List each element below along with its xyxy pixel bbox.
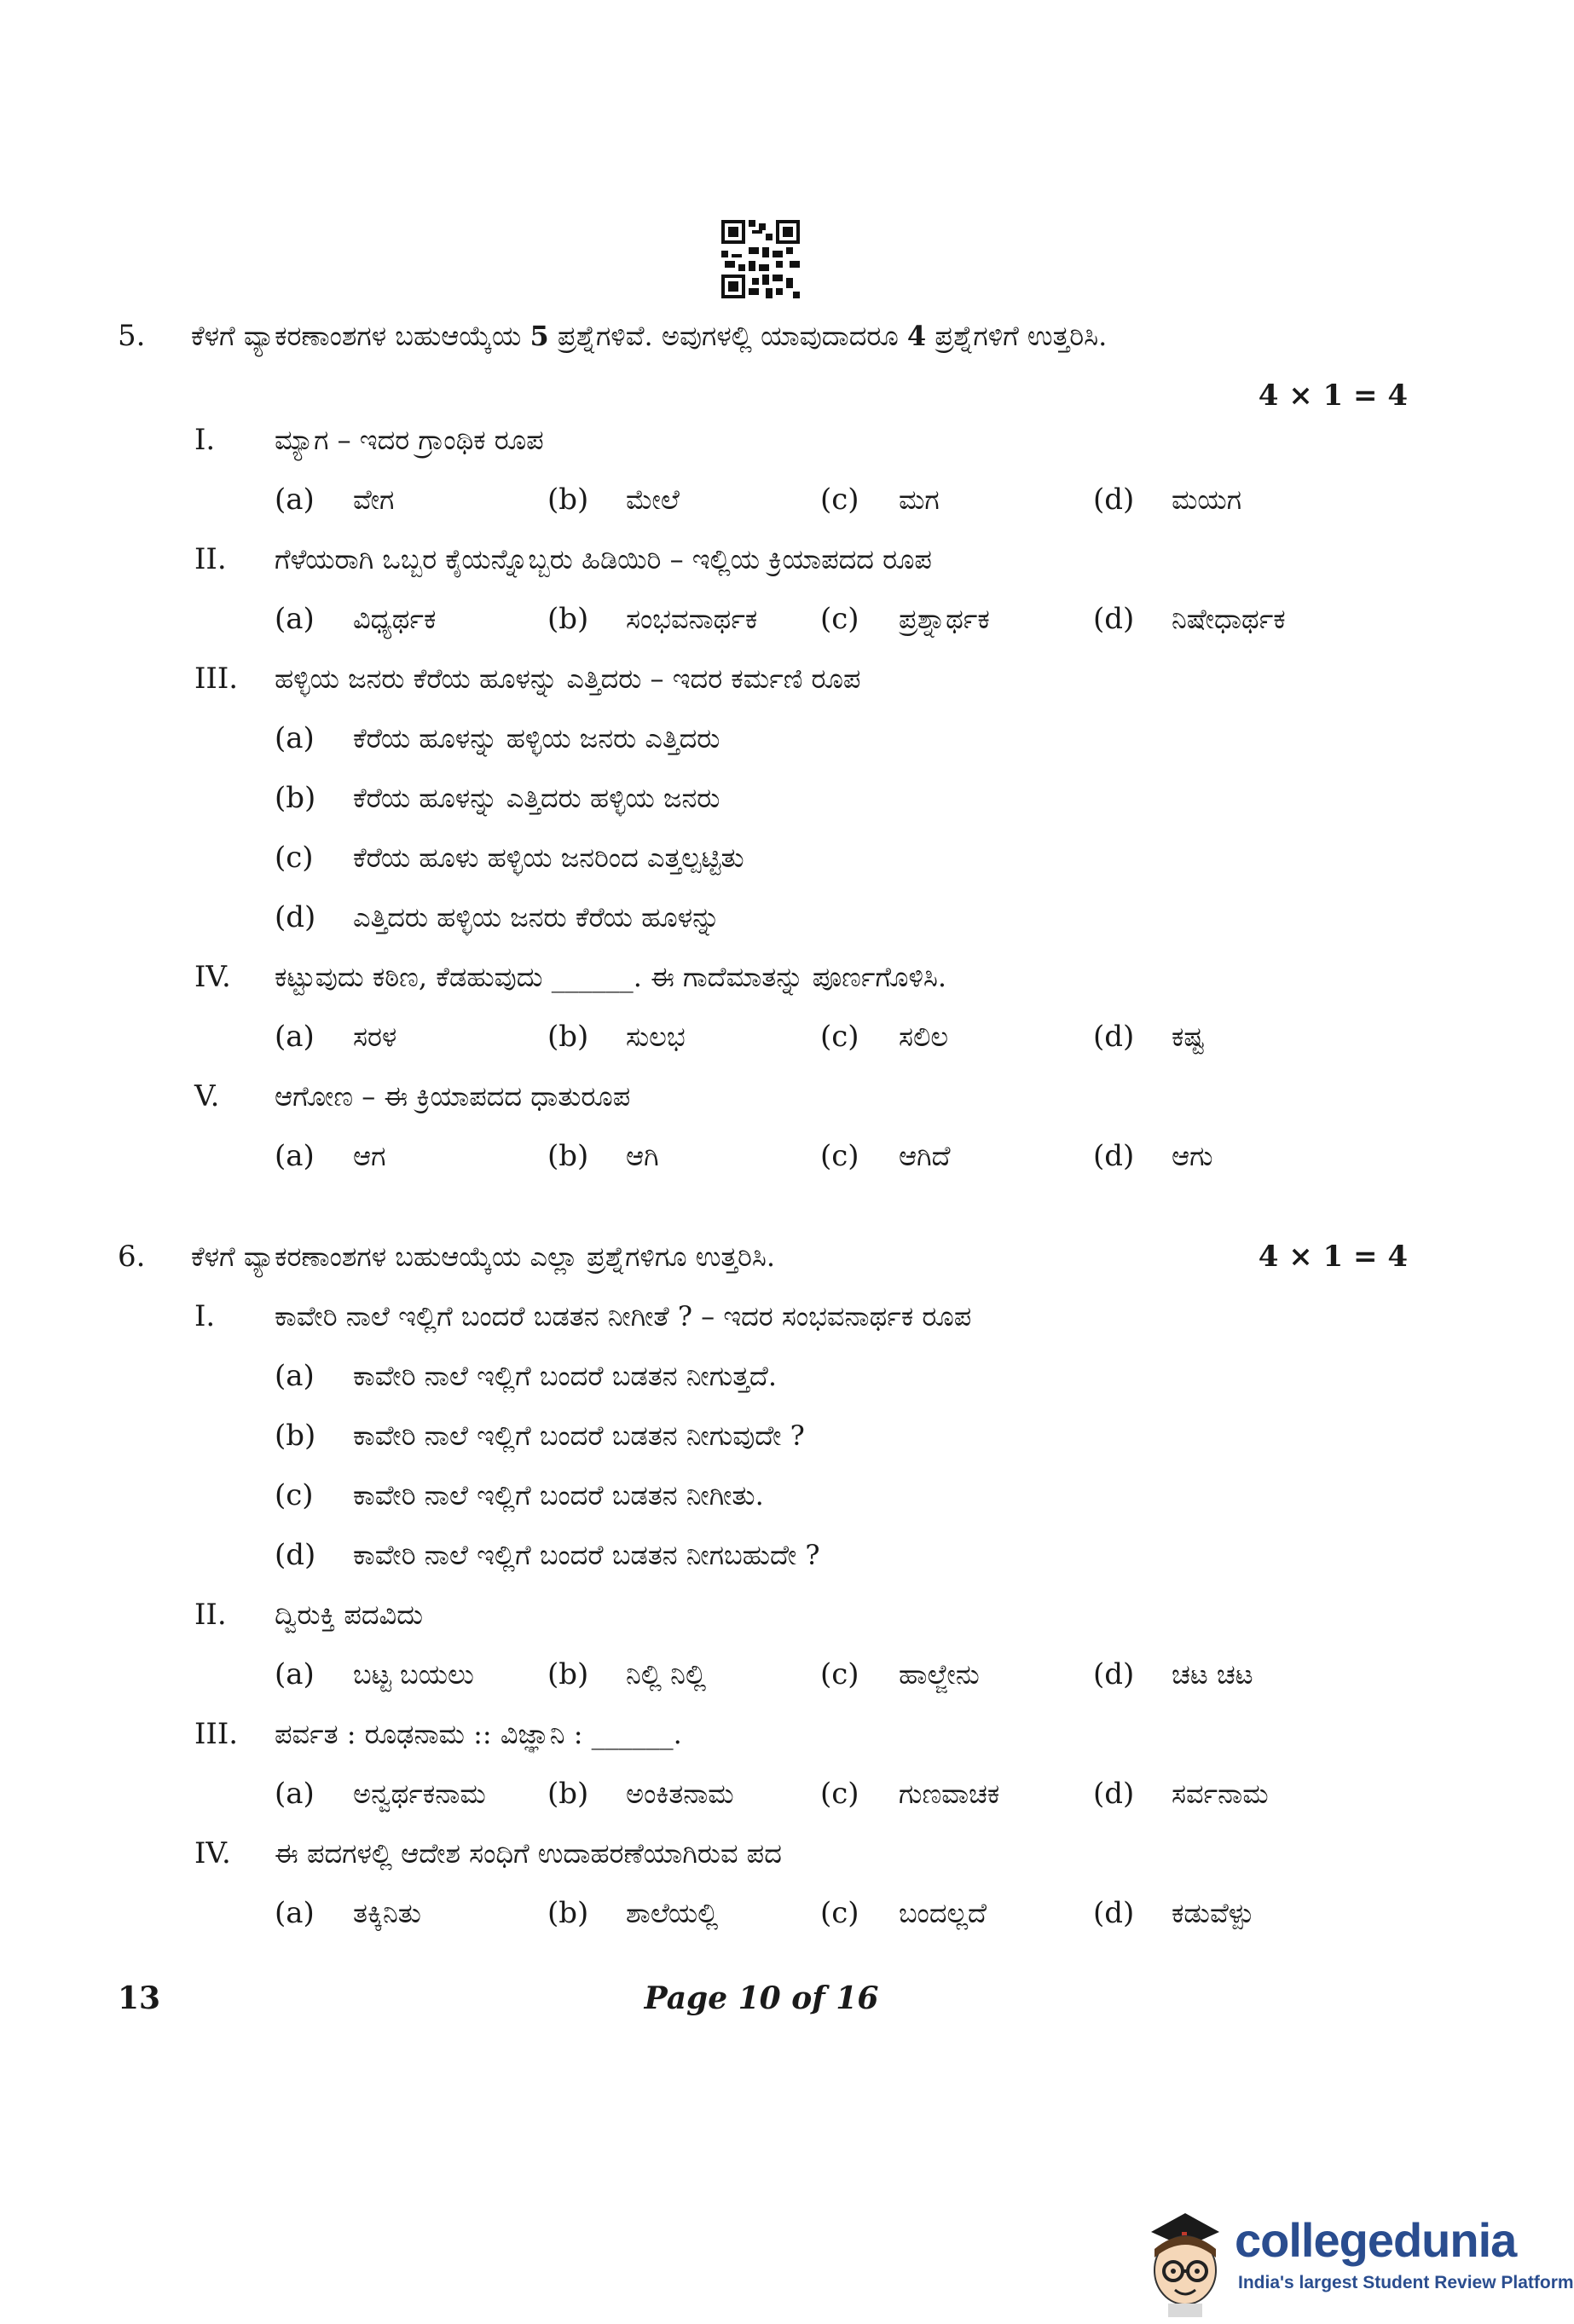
question-instruction: ಕೆಳಗೆ ವ್ಯಾಕರಣಾಂಶಗಳ ಬಹುಆಯ್ಕೆಯ ಎಲ್ಲಾ ಪ್ರಶ್ನೆಗಳಿಗೂ ಉತ್ತರಿಸಿ. — [191, 1240, 776, 1273]
option[interactable]: (a) ವೇಗ — [275, 483, 395, 517]
option[interactable]: (c) ಮಗ — [820, 483, 940, 517]
option[interactable]: (b) ಸಂಭವನಾರ್ಥಕ — [547, 602, 758, 636]
option[interactable]: (d) ಆಗು — [1093, 1139, 1213, 1173]
option[interactable]: (a) ವಿಧ್ಯರ್ಥಕ — [275, 602, 437, 636]
option-row — [0, 1894, 1523, 1932]
option[interactable]: (c) ಕೆರೆಯ ಹೂಳು ಹಳ್ಳಿಯ ಜನರಿಂದ ಎತ್ತಲ್ಪಟ್ಟಿತು — [275, 841, 744, 875]
option[interactable]: (d) ನಿಷೇಧಾರ್ಥಕ — [1093, 602, 1286, 636]
mascot-icon — [1134, 2198, 1236, 2317]
subquestion-text: ಪರ್ವತ : ರೂಢನಾಮ :: ವಿಜ್ಞಾನಿ : ______. — [275, 1718, 682, 1750]
roman-number: I. — [194, 423, 216, 457]
subquestion-text: ಈ ಪದಗಳಲ್ಲಿ ಆದೇಶ ಸಂಧಿಗೆ ಉದಾಹರಣೆಯಾಗಿರುವ ಪದ — [275, 1837, 782, 1870]
subquestion-text: ಗೆಳೆಯರಾಗಿ ಒಬ್ಬರ ಕೈಯನ್ನೊಬ್ಬರು ಹಿಡಿಯಿರಿ – ಇಲ್ಲಿಯ ಕ್ರಿಯಾಪದದ ರೂಪ — [275, 543, 932, 575]
question-instruction: ಕೆಳಗೆ ವ್ಯಾಕರಣಾಂಶಗಳ ಬಹುಆಯ್ಕೆಯ 5 ಪ್ರಶ್ನೆಗಳಿವೆ. ಅವುಗಳಲ್ಲಿ ಯಾವುದಾದರೂ 4 ಪ್ರಶ್ನೆಗಳಿಗೆ ಉತ್ತರಿಸಿ. — [191, 320, 1108, 352]
option[interactable]: (d) ಸರ್ವನಾಮ — [1093, 1777, 1269, 1811]
option[interactable]: (c) ಕಾವೇರಿ ನಾಲೆ ಇಲ್ಲಿಗೆ ಬಂದರೆ ಬಡತನ ನೀಗೀತು. — [275, 1478, 764, 1512]
option[interactable]: (b) ಸುಲಭ — [547, 1020, 686, 1054]
option[interactable]: (b) ಅಂಕಿತನಾಮ — [547, 1777, 734, 1811]
marks-label: 4 × 1 = 4 — [1258, 1240, 1408, 1274]
option-row — [0, 1018, 1523, 1055]
roman-number: III. — [194, 1717, 239, 1751]
subquestion-text: ಕಟ್ಟುವುದು ಕಠಿಣ, ಕೆಡಹುವುದು ______. ಈ ಗಾದೆಮಾತನ್ನು ಪೂರ್ಣಗೊಳಿಸಿ. — [275, 961, 947, 993]
option[interactable]: (a) ಕಾವೇರಿ ನಾಲೆ ಇಲ್ಲಿಗೆ ಬಂದರೆ ಬಡತನ ನೀಗುತ್ತದೆ. — [275, 1359, 778, 1393]
option[interactable]: (b) ಕಾವೇರಿ ನಾಲೆ ಇಲ್ಲಿಗೆ ಬಂದರೆ ಬಡತನ ನೀಗುವುದೇ ? — [275, 1419, 805, 1453]
roman-number: IV. — [194, 960, 231, 994]
option[interactable]: (a) ಕೆರೆಯ ಹೂಳನ್ನು ಹಳ್ಳಿಯ ಜನರು ಎತ್ತಿದರು — [275, 721, 720, 755]
option[interactable]: (b) ನಿಲ್ಲಿ ನಿಲ್ಲಿ — [547, 1657, 707, 1691]
option[interactable]: (b) ಕೆರೆಯ ಹೂಳನ್ನು ಎತ್ತಿದರು ಹಳ್ಳಿಯ ಜನರು — [275, 781, 720, 815]
option[interactable]: (d) ಎತ್ತಿದರು ಹಳ್ಳಿಯ ಜನರು ಕೆರೆಯ ಹೂಳನ್ನು — [275, 900, 720, 934]
option[interactable]: (b) ಮೇಲೆ — [547, 483, 680, 517]
subquestion-text: ಕಾವೇರಿ ನಾಲೆ ಇಲ್ಲಿಗೆ ಬಂದರೆ ಬಡತನ ನೀಗೀತೆ ? – ಇದರ ಸಂಭವನಾರ್ಥಕ ರೂಪ — [275, 1300, 972, 1333]
collegedunia-logo[interactable] — [1134, 2198, 1574, 2317]
roman-number: II. — [194, 542, 227, 576]
page-number: Page 10 of 16 — [644, 1980, 879, 2016]
option[interactable]: (d) ಕಷ್ಟ — [1093, 1020, 1205, 1054]
option-row — [0, 1775, 1523, 1812]
subquestion-text: ಮ್ಯಾಗ – ಇದರ ಗ್ರಾಂಥಿಕ ರೂಪ — [275, 424, 544, 456]
question-number: 6. — [118, 1240, 146, 1274]
paper-code: 13 — [118, 1980, 161, 2016]
option[interactable]: (c) ಪ್ರಶ್ನಾರ್ಥಕ — [820, 602, 990, 636]
option[interactable]: (a) ಆಗ — [275, 1139, 386, 1173]
brand-tagline: India's largest Student Review Platform — [1238, 2273, 1574, 2292]
option[interactable]: (d) ಚಟ ಚಟ — [1093, 1657, 1253, 1691]
option[interactable]: (c) ಗುಣವಾಚಕ — [820, 1777, 1000, 1811]
option[interactable]: (c) ಹಾಲ್ಜೇನು — [820, 1657, 980, 1691]
option-row — [0, 481, 1523, 518]
option[interactable]: (a) ಅನ್ವರ್ಥಕನಾಮ — [275, 1777, 486, 1811]
roman-number: II. — [194, 1598, 227, 1632]
option[interactable]: (a) ಸರಳ — [275, 1020, 397, 1054]
subquestion-text: ದ್ವಿರುಕ್ತಿ ಪದವಿದು — [275, 1598, 424, 1631]
roman-number: I. — [194, 1299, 216, 1333]
roman-number: IV. — [194, 1836, 231, 1870]
option[interactable]: (c) ಬಂದಲ್ಲದೆ — [820, 1896, 987, 1930]
roman-number: III. — [194, 662, 239, 696]
qr-code-icon — [721, 220, 800, 298]
option-row — [0, 600, 1523, 638]
option[interactable]: (c) ಆಗಿದೆ — [820, 1139, 951, 1173]
option[interactable]: (d) ಕಡುವೆಳ್ಪು — [1093, 1896, 1254, 1930]
option[interactable]: (d) ಮಯಗ — [1093, 483, 1242, 517]
option-row — [0, 1656, 1523, 1693]
option-row — [0, 1137, 1523, 1175]
brand-name: collegedunia — [1235, 2213, 1517, 2267]
option[interactable]: (a) ತಕ್ಕಿನಿತು — [275, 1896, 421, 1930]
subquestion-text: ಆಗೋಣ – ಈ ಕ್ರಿಯಾಪದದ ಧಾತುರೂಪ — [275, 1080, 631, 1113]
subquestion-text: ಹಳ್ಳಿಯ ಜನರು ಕೆರೆಯ ಹೂಳನ್ನು ಎತ್ತಿದರು – ಇದರ ಕರ್ಮಣಿ ರೂಪ — [275, 662, 861, 695]
option[interactable]: (a) ಬಟ್ಟ ಬಯಲು — [275, 1657, 474, 1691]
option[interactable]: (b) ಆಗಿ — [547, 1139, 659, 1173]
option[interactable]: (d) ಕಾವೇರಿ ನಾಲೆ ಇಲ್ಲಿಗೆ ಬಂದರೆ ಬಡತನ ನೀಗಬಹುದೇ ? — [275, 1538, 820, 1572]
option[interactable]: (c) ಸಲಿಲ — [820, 1020, 949, 1054]
roman-number: V. — [194, 1079, 220, 1113]
marks-label: 4 × 1 = 4 — [1258, 379, 1408, 413]
option[interactable]: (b) ಶಾಲೆಯಲ್ಲಿ — [547, 1896, 719, 1930]
question-number: 5. — [118, 319, 146, 353]
